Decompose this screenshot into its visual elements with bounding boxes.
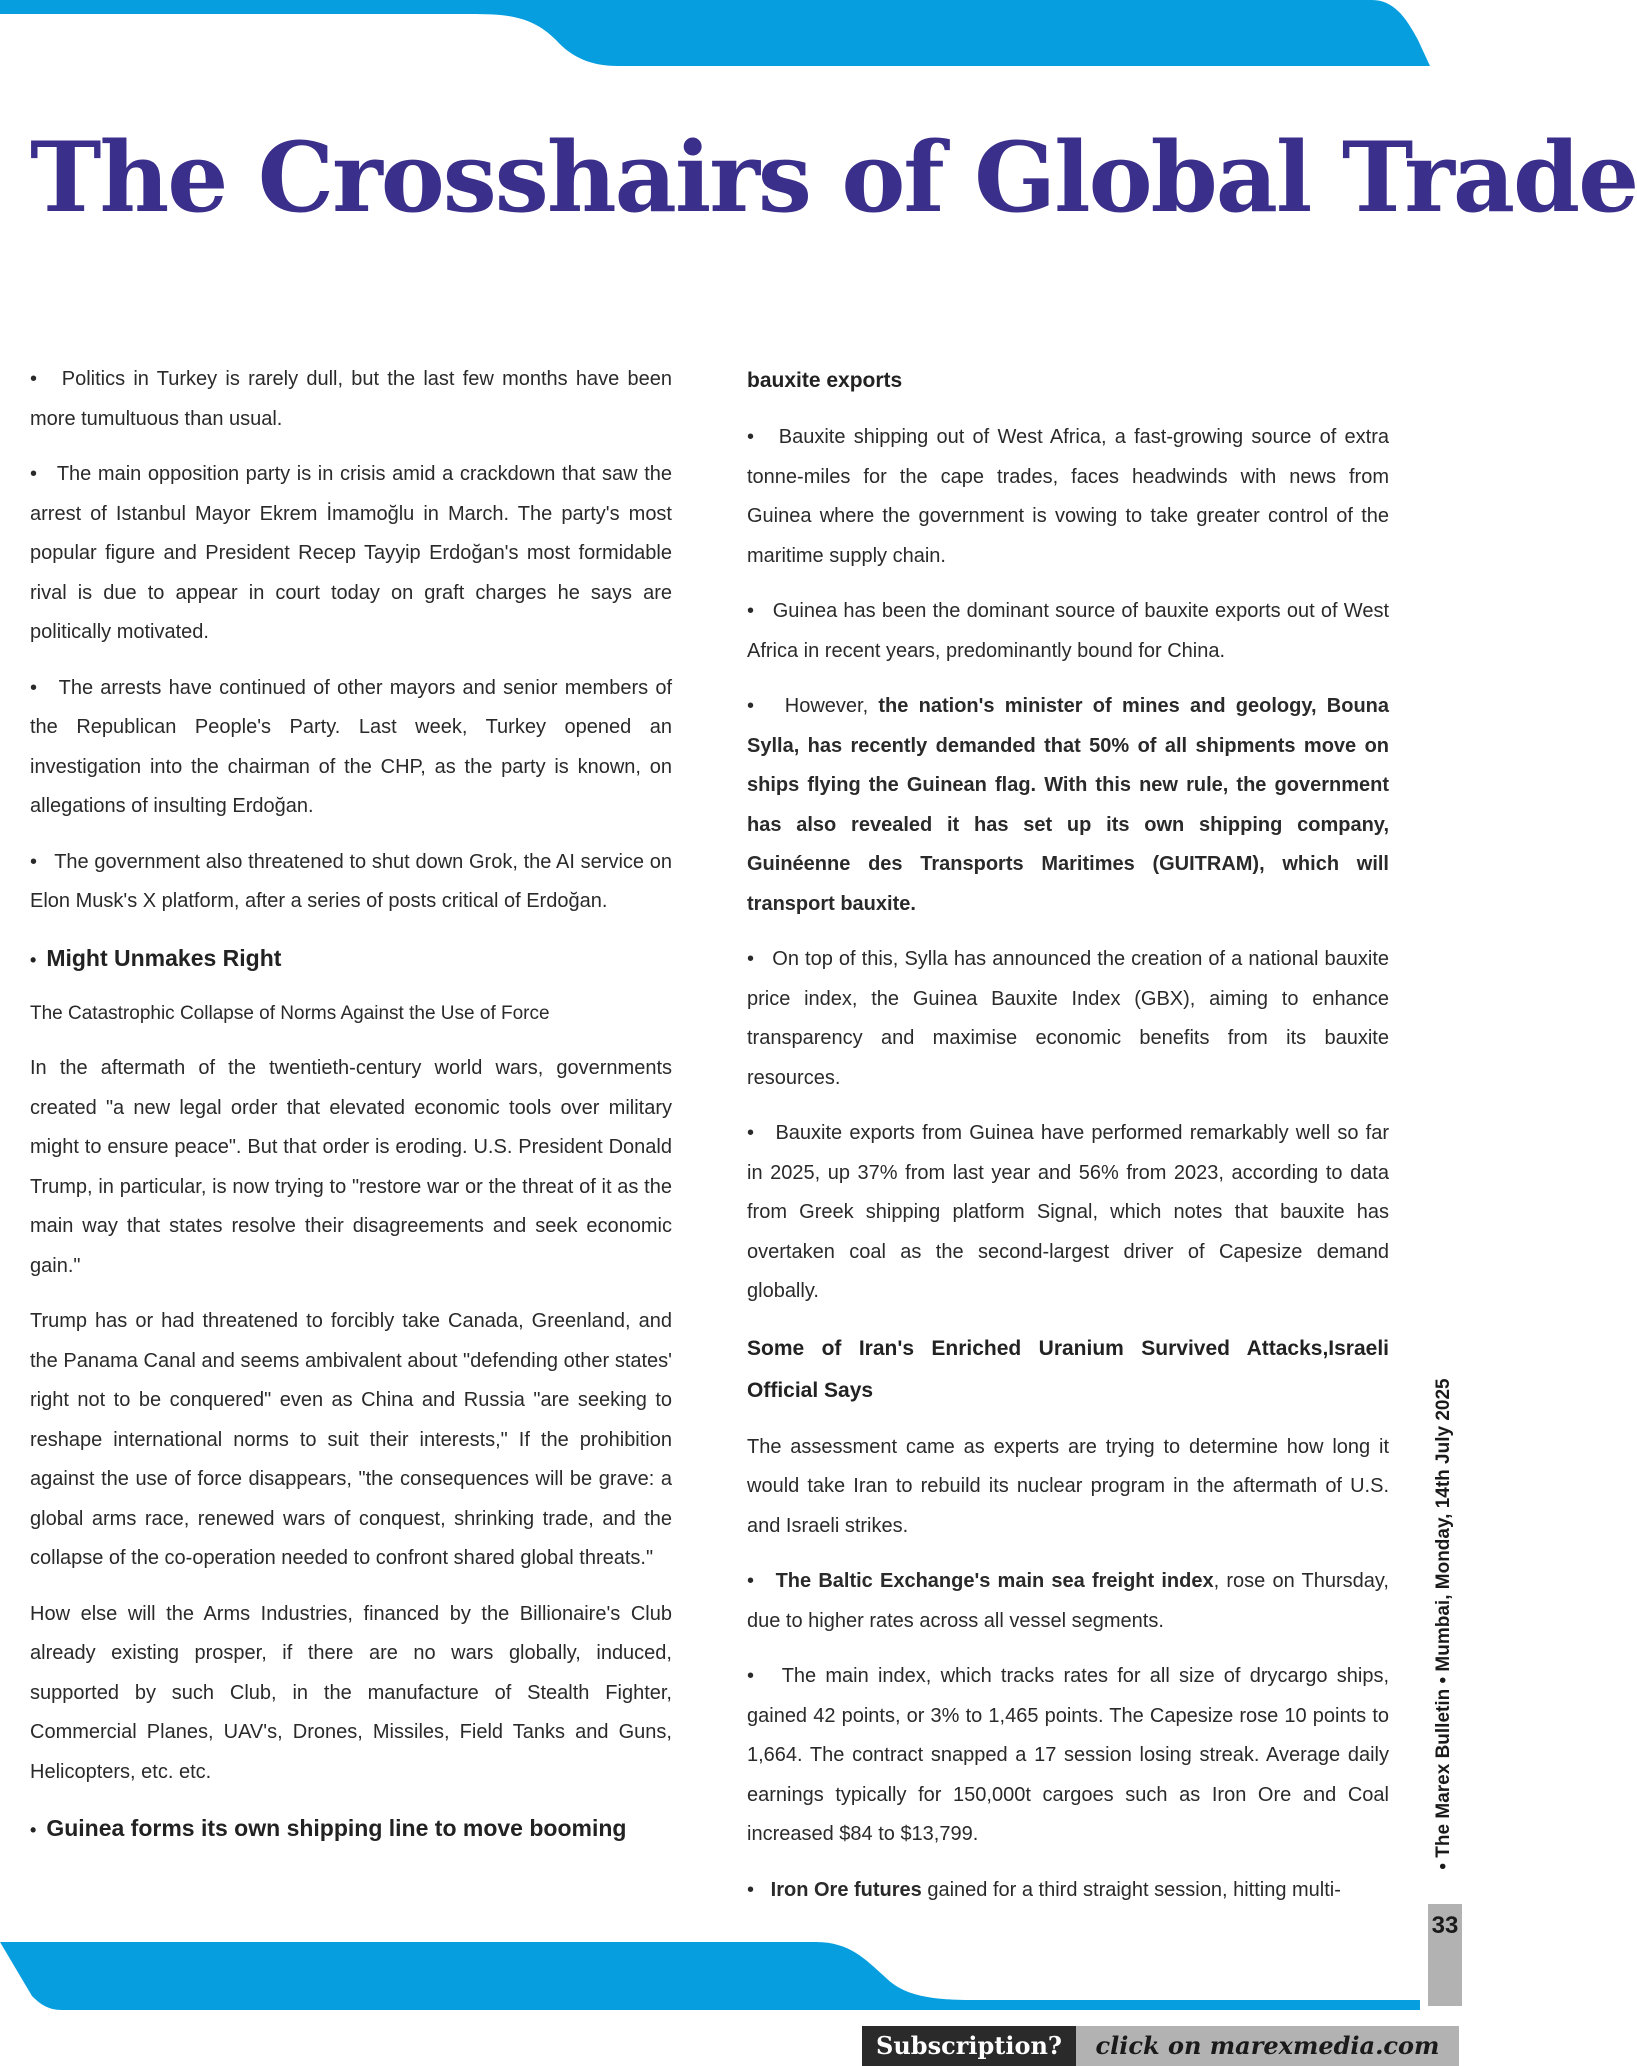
subscription-label: Subscription? xyxy=(862,2026,1076,2066)
section-heading-continued: bauxite exports xyxy=(747,369,903,392)
article-paragraph: The assessment came as experts are trying to determine how long it would take Iran to rebuild its nuclear program in the aftermath of U.S. and Israeli strikes. xyxy=(747,1435,1389,1537)
subscription-link[interactable]: click on marexmedia.com xyxy=(1076,2026,1459,2066)
section-heading-iran: Some of Iran's Enriched Uranium Survived Attacks,Israeli Official Says xyxy=(747,1336,1389,1402)
article-paragraph xyxy=(747,687,1389,924)
page-title: The Crosshairs of Global Trade xyxy=(30,121,1637,234)
left-column xyxy=(30,360,672,1864)
article-paragraph: • Politics in Turkey is rarely dull, but the last few months have been more tumultuous than usual. xyxy=(30,360,672,439)
page-number: 33 xyxy=(1428,1904,1462,1948)
article-paragraph xyxy=(747,1871,1389,1911)
article-paragraph: • Bauxite exports from Guinea have performed remarkably well so far in 2025, up 37% from last year and 56% from 2023, according to data from Greek shipping platform Signal, which notes that bauxite has overtaken coal as the second-largest driver of Capesize demand globally. xyxy=(747,1114,1389,1312)
footer-blue-band xyxy=(0,1942,1420,2010)
section-heading-might-unmakes-right: • Might Unmakes Right xyxy=(30,938,672,980)
article-paragraph: • The government also threatened to shut down Grok, the AI service on Elon Musk's X platform, after a series of posts critical of Erdoğan. xyxy=(30,843,672,922)
article-paragraph: • On top of this, Sylla has announced the creation of a national bauxite price index, the Guinea Bauxite Index (GBX), aiming to enhance transparency and maximise economic benefits from its bauxite resources. xyxy=(747,940,1389,1098)
section-heading-guinea: • Guinea forms its own shipping line to move booming xyxy=(30,1808,672,1850)
paragraph-bold-text: Iron Ore futures xyxy=(770,1878,922,1901)
article-paragraph: • Guinea has been the dominant source of bauxite exports out of West Africa in recent years, predominantly bound for China. xyxy=(747,592,1389,671)
paragraph-lead: However, xyxy=(784,695,879,717)
paragraph-rest: , rose on Thursday, due to higher rates across all vessel segments. xyxy=(747,1570,1389,1632)
article-paragraph: Trump has or had threatened to forcibly take Canada, Greenland, and the Panama Canal and seems ambivalent about "defending other states' right not to be conquered" even as China and Russia "are seeking to reshape international norms to suit their interests," If the prohibition against the use of force disappears, "the consequences will be grave: a global arms race, renewed wars of conquest, shrinking trade, and the collapse of the co-operation needed to confront shared global threats." xyxy=(30,1310,672,1569)
header-blue-band xyxy=(0,0,1430,66)
header-wave-decoration xyxy=(0,0,1459,80)
paragraph-bold-text: the nation's minister of mines and geology, Bouna Sylla, has recently demanded that 50% of all shipments move on ships flying the Guinean flag. With this new rule, the government has also revealed it has set up its own shipping company, Guinéenne des Transports Maritimes (GUITRAM), which will transport bauxite. xyxy=(747,695,1390,915)
article-paragraph: • The main opposition party is in crisis amid a crackdown that saw the arrest of Istanbul Mayor Ekrem İmamoğlu in March. The party's most popular figure and President Recep Tayyip Erdoğan's most formidable rival is due to appear in court today on graft charges he says are politically motivated. xyxy=(30,455,672,653)
page-number-bar xyxy=(1428,1948,1462,2006)
vertical-bulletin-dateline: • The Marex Bulletin • Mumbai, Monday, 14th July 2025 xyxy=(1433,1378,1454,1870)
paragraph-bold-text: The Baltic Exchange's main sea freight index xyxy=(775,1570,1214,1592)
section-subheading: The Catastrophic Collapse of Norms Against the Use of Force xyxy=(30,1002,550,1024)
right-column xyxy=(747,360,1389,1926)
article-paragraph: How else will the Arms Industries, financed by the Billionaire's Club already existing prosper, if there are no wars globally, induced, supported by such Club, in the manufacture of Stealth Fighter, Commercial Planes, UAV's, Drones, Missiles, Field Tanks and Guns, Helicopters, etc. etc. xyxy=(30,1602,672,1783)
article-paragraph: • The main index, which tracks rates for all size of drycargo ships, gained 42 points, or 3% to 1,465 points. The Capesize rose 10 points to 1,664. The contract snapped a 17 session losing streak. Average daily earnings typically for 150,000t cargoes such as Iron Ore and Coal increased $84 to $13,799. xyxy=(747,1657,1389,1855)
article-paragraph: • Bauxite shipping out of West Africa, a fast-growing source of extra tonne-miles for the cape trades, faces headwinds with news from Guinea where the government is vowing to take greater control of the maritime supply chain. xyxy=(747,418,1389,576)
paragraph-rest: gained for a third straight session, hitting multi- xyxy=(921,1878,1341,1901)
article-paragraph: In the aftermath of the twentieth-century world wars, governments created "a new legal order that elevated economic tools over military might to ensure peace". But that order is eroding. U.S. President Donald Trump, in particular, is now trying to "restore war or the threat of it as the main way that states resolve their disagreements and seek economic gain." xyxy=(30,1057,672,1277)
article-paragraph xyxy=(747,1562,1389,1641)
article-paragraph: • The arrests have continued of other mayors and senior members of the Republican People's Party. Last week, Turkey opened an investigation into the chairman of the CHP, as the party is known, on allegations of insulting Erdoğan. xyxy=(30,669,672,827)
